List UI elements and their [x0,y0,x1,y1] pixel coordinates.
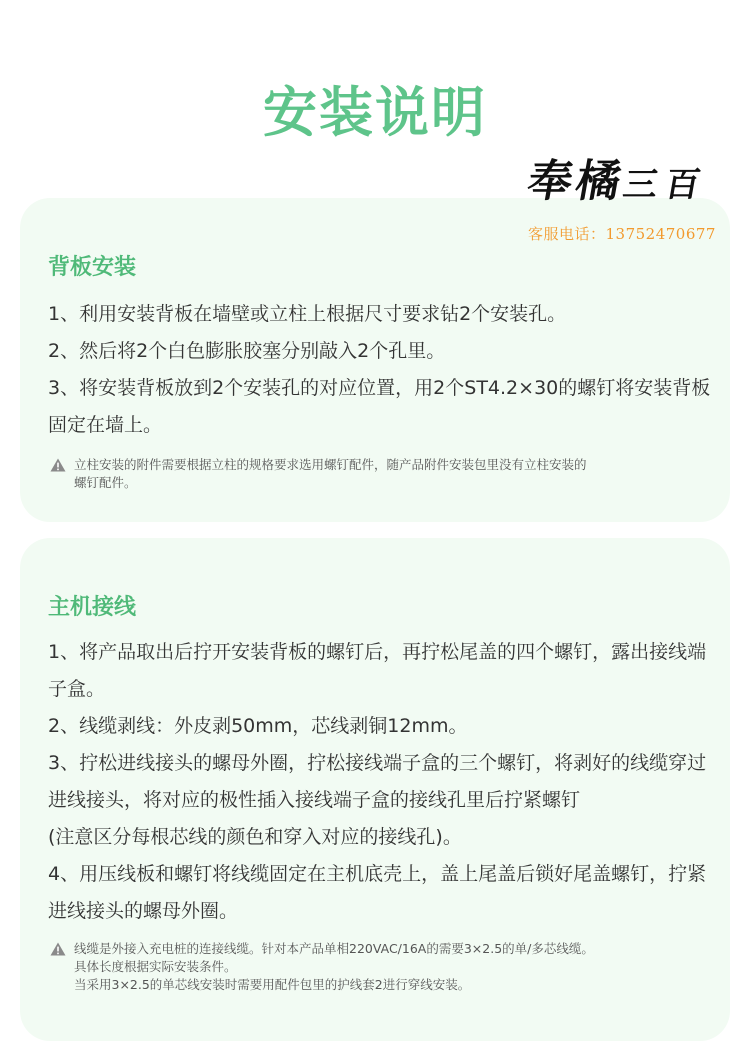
watermark-signature: 奉橘三百 [523,156,712,207]
note-line: 螺钉配件。 [74,475,137,490]
step-list [48,634,716,930]
section-host-wiring [20,538,730,1041]
list-item: 4、用压线板和螺钉将线缆固定在主机底壳上，盖上尾盖后锁好尾盖螺钉，拧紧进线接头的螺母外圈。 [48,863,707,922]
watermark-contact: 客服电话：13752470677 [528,225,716,243]
step-list [48,296,716,444]
list-item: 3、将安装背板放到2个安装孔的对应位置，用2个ST4.2×30的螺钉将安装背板固定在墙上。 [48,377,711,436]
note-line: 当采用3×2.5的单芯线安装时需要用配件包里的护线套2进行穿线安装。 [74,977,471,992]
list-item: 2、然后将2个白色膨胀胶塞分别敲入2个孔里。 [48,340,446,362]
section-heading: 背板安装 [48,255,137,280]
warning-triangle-icon [50,942,66,956]
list-item: 3、拧松进线接头的螺母外圈，拧松接线端子盒的三个螺钉，将剥好的线缆穿过进线接头，将对应的极性插入接线端子盒的接线孔里后拧紧螺钉 [48,752,707,811]
note [50,940,730,994]
section-backplate-install [20,198,730,522]
note-line: 具体长度根据实际安装条件。 [74,959,237,974]
list-item: 2、线缆剥线：外皮剥50mm，芯线剥铜12mm。 [48,715,468,737]
warning-triangle-icon [50,458,66,472]
note-line: 线缆是外接入充电桩的连接线缆。针对本产品单相220VAC/16A的需要3×2.5的单/多芯线缆。 [74,941,594,956]
list-item: (注意区分每根芯线的颜色和穿入对应的接线孔)。 [48,826,462,848]
note-text [74,940,594,994]
list-item: 1、将产品取出后拧开安装背板的螺钉后，再拧松尾盖的四个螺钉，露出接线端子盒。 [48,641,707,700]
note-text [74,456,587,492]
section-heading: 主机接线 [48,595,137,620]
page-title: 安装说明 [263,81,487,144]
list-item: 1、利用安装背板在墙壁或立柱上根据尺寸要求钻2个安装孔。 [48,303,567,325]
watermark-stamp [523,152,750,244]
note-line: 立柱安装的附件需要根据立柱的规格要求选用螺钉配件，随产品附件安装包里没有立柱安装的 [74,457,587,472]
note [50,456,730,492]
